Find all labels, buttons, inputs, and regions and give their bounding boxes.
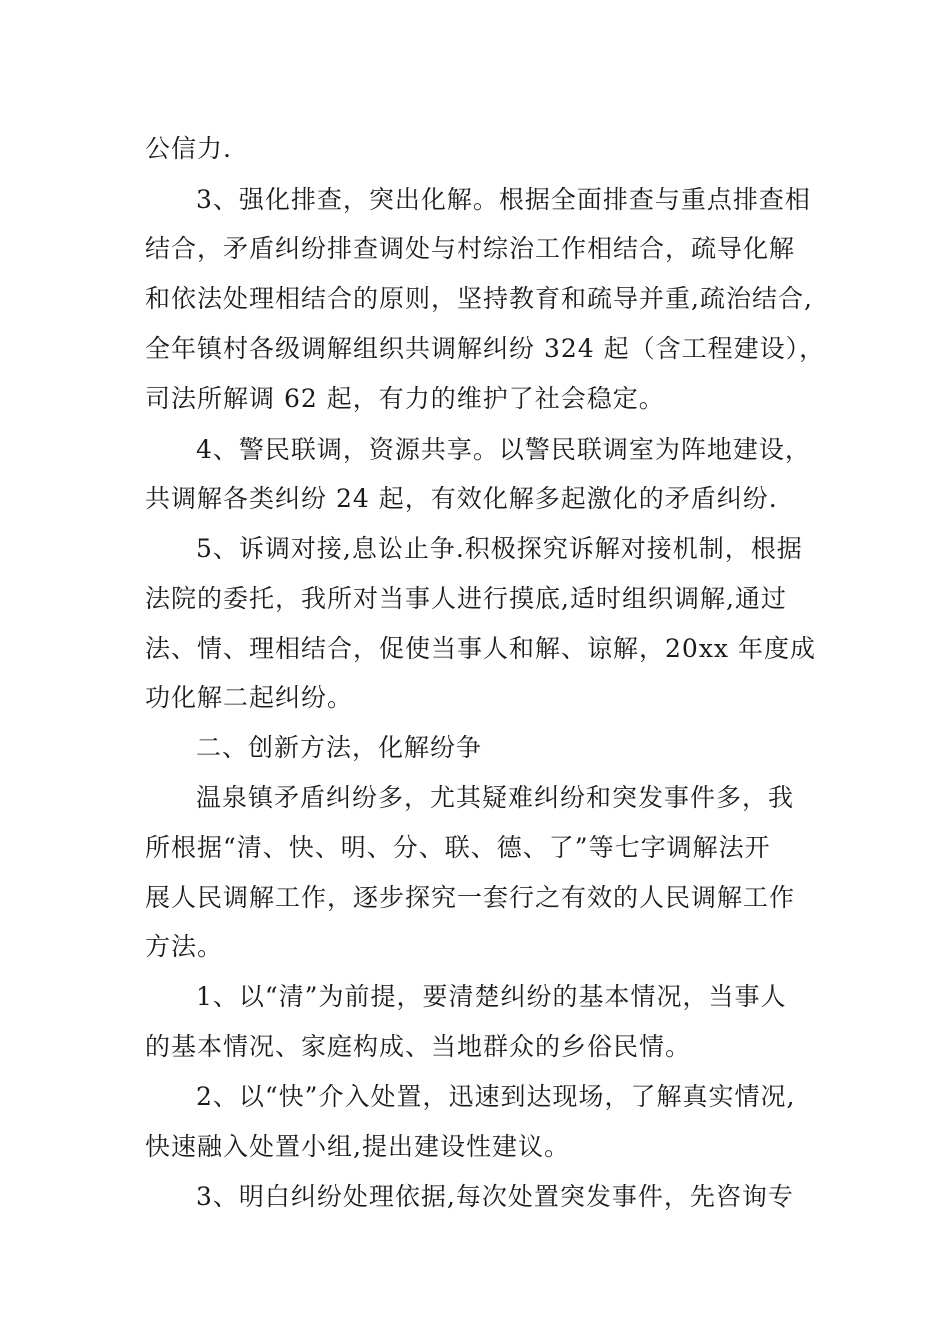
text-line: 法、情、理相结合，促使当事人和解、谅解，20xx 年度成 — [145, 634, 816, 663]
text-line: 法院的委托，我所对当事人进行摸底,适时组织调解,通过 — [145, 584, 787, 613]
text-line: 所根据“清、快、明、分、联、德、了”等七字调解法开 — [145, 833, 771, 862]
text-line: 展人民调解工作，逐步探究一套行之有效的人民调解工作 — [145, 883, 796, 912]
paragraph-start: 4、警民联调，资源共享。以警民联调室为阵地建设， — [196, 435, 811, 464]
paragraph-start: 5、诉调对接,息讼止争.积极探究诉解对接机制，根据 — [196, 534, 803, 563]
paragraph-start: 2、以“快”介入处置，迅速到达现场，了解真实情况, — [196, 1082, 796, 1111]
text-line: 司法所解调 62 起，有力的维护了社会稳定。 — [145, 384, 665, 413]
paragraph-start: 温泉镇矛盾纠纷多，尤其疑难纠纷和突发事件多，我 — [196, 783, 795, 812]
text-line: 和依法处理相结合的原则，坚持教育和疏导并重,疏治结合, — [145, 284, 813, 313]
section-heading: 二、创新方法，化解纷争 — [196, 733, 483, 762]
paragraph-start: 1、以“清”为前提，要清楚纠纷的基本情况，当事人 — [196, 982, 787, 1011]
paragraph-start: 3、强化排查，突出化解。根据全面排查与重点排查相 — [196, 185, 811, 214]
paragraph-start: 3、明白纠纷处理依据,每次处置突发事件，先咨询专 — [196, 1182, 794, 1211]
text-line: 结合，矛盾纠纷排查调处与村综治工作相结合，疏导化解 — [145, 234, 796, 263]
text-line: 全年镇村各级调解组织共调解纠纷 324 起（含工程建设）， — [145, 334, 826, 363]
text-line: 共调解各类纠纷 24 起，有效化解多起激化的矛盾纠纷. — [145, 484, 778, 513]
text-line: 方法。 — [145, 932, 224, 961]
text-line: 公信力. — [145, 134, 232, 163]
text-line: 的基本情况、家庭构成、当地群众的乡俗民情。 — [145, 1032, 692, 1061]
text-line: 功化解二起纠纷。 — [145, 683, 354, 712]
text-line: 快速融入处置小组,提出建设性建议。 — [145, 1132, 570, 1161]
